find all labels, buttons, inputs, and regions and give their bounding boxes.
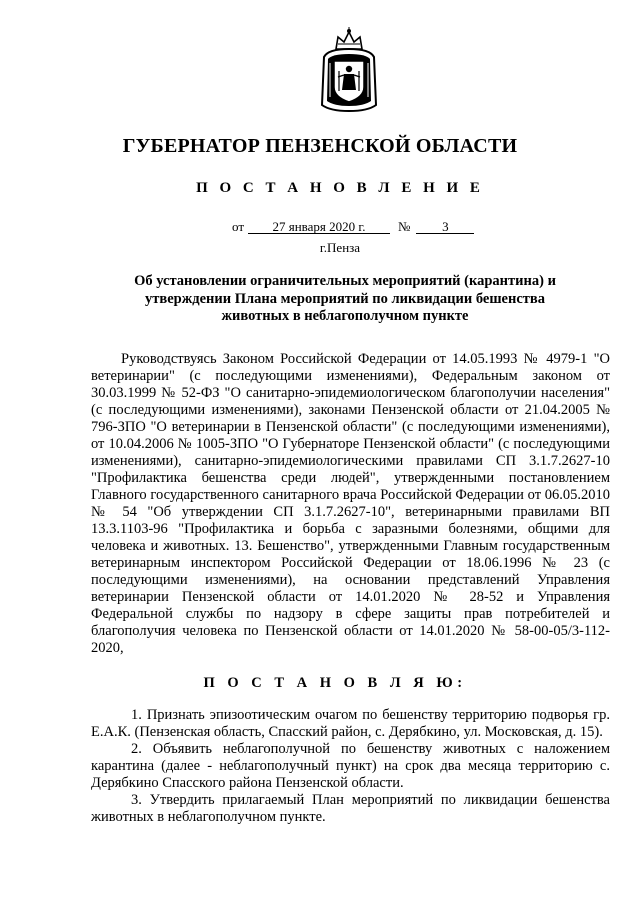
city: г.Пенза — [319, 240, 361, 255]
document-date: 27 января 2020 г. — [248, 220, 390, 234]
document-number: 3 — [416, 220, 474, 234]
coat-of-arms-icon — [318, 27, 380, 113]
date-number-line — [228, 219, 474, 235]
issuing-authority: ГУБЕРНАТОР ПЕНЗЕНСКОЙ ОБЛАСТИ — [122, 135, 518, 157]
document-subject: Об установлении ограничительных мероприятий (карантина) и утверждении Плана мероприятий по ликвидации бешенства животных в неблагополучном пункте — [134, 273, 556, 324]
decree-item: 2. Объявить неблагополучной по бешенству животных с наложением карантина (далее - неблагополучный пункт) на срок два месяца территорию с. Дерябкино Спасского района Пензенской области. — [91, 741, 610, 791]
document-type: П О С Т А Н О В Л Е Н И Е — [196, 180, 484, 196]
number-prefix: № — [398, 219, 411, 234]
decree-items — [91, 707, 610, 826]
date-prefix: от — [232, 219, 245, 234]
decree-item: 3. Утвердить прилагаемый План мероприятий по ликвидации бешенства животных в неблагополучном пункте. — [91, 792, 610, 825]
decree-item: 1. Признать эпизоотическим очагом по бешенству территорию подворья гр. Е.А.К. (Пензенская область, Спасский район, с. Дерябкино, ул. Московская, д. 15). — [91, 707, 610, 740]
decree-heading: П О С Т А Н О В Л Я Ю: — [203, 675, 467, 691]
preamble-paragraph: Руководствуясь Законом Российской Федерации от 14.05.1993 № 4979-1 "О ветеринарии" (с последующими изменениями), Федеральным законом от 30.03.1999 № 52-ФЗ "О санитарно-эпидемиологическом благополучии населения" (с последующими изменениями), законами Пензенской области от 21.04.2005 № 796-ЗПО "О ветеринарии в Пензенской области" (с последующими изменениями), от 10.04.2006 № 1005-ЗПО "О Губернаторе Пензенской области" (с последующими изменениями), санитарно-эпидемиологическими правилами СП 3.1.7.2627-10 "Профилактика бешенства среди людей", утвержденными постановлением Главного государственного санитарного врача Российской Федерации от 06.05.2010 № 54 "Об утверждении СП 3.1.7.2627-10", ветеринарными правилами ВП 13.3.1103-96 "Профилактика и борьба с заразными болезнями, общими для человека и животных. 13. Бешенство", утвержденными Главным государственным ветеринарным инспектором Российской Федерации от 18.06.1996 № 23 (с последующими изменениями), на основании представлений Управления ветеринарии Пензенской области от 14.01.2020 № 28-52 и Управления Федеральной службы по надзору в сфере защиты прав потребителей и благополучия человека по Пензенской области от 14.01.2020 № 58-00-05/3-112-2020, — [91, 351, 610, 656]
preamble — [91, 351, 610, 657]
